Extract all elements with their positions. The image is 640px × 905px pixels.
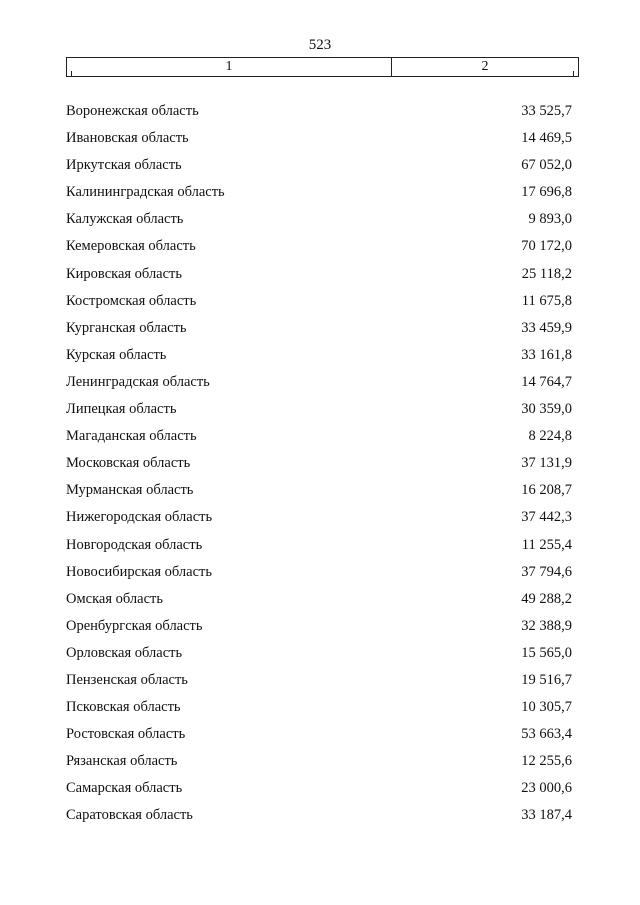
- region-name: Псковская область: [66, 699, 181, 716]
- region-value: 37 442,3: [521, 509, 572, 526]
- region-value: 37 794,6: [521, 563, 572, 580]
- region-name: Ростовская область: [66, 726, 186, 743]
- region-name: Саратовская область: [66, 807, 193, 824]
- table-row: [66, 152, 572, 179]
- region-name: Кемеровская область: [66, 238, 196, 255]
- table-row: [66, 342, 572, 369]
- region-name: Оренбургская область: [66, 617, 203, 634]
- table-row: [66, 315, 572, 342]
- column-header-row: [66, 57, 579, 77]
- table-row: [66, 450, 572, 477]
- table-row: [66, 775, 572, 802]
- region-value: 9 893,0: [528, 211, 572, 228]
- region-value: 70 172,0: [521, 238, 572, 255]
- region-value: 14 764,7: [521, 373, 572, 390]
- region-name: Самарская область: [66, 780, 183, 797]
- table-row: [66, 125, 572, 152]
- table-row: [66, 98, 572, 125]
- region-value: 30 359,0: [521, 401, 572, 418]
- region-value: 53 663,4: [521, 726, 572, 743]
- page-number: 523: [308, 37, 332, 53]
- table-row: [66, 477, 572, 504]
- region-name: Пензенская область: [66, 671, 188, 688]
- table-row: [66, 504, 572, 531]
- region-value: 25 118,2: [521, 265, 572, 282]
- region-name: Курская область: [66, 346, 167, 363]
- region-value: 15 565,0: [521, 644, 572, 661]
- column-header-2-label: 2: [481, 59, 489, 74]
- column-header-2: [392, 58, 578, 76]
- region-name: Калужская область: [66, 211, 184, 228]
- region-value: 14 469,5: [521, 130, 572, 147]
- region-value: 11 675,8: [521, 292, 572, 309]
- region-name: Иркутская область: [66, 157, 182, 174]
- region-name: Новгородская область: [66, 536, 203, 553]
- region-value: 23 000,6: [521, 780, 572, 797]
- table-row: [66, 640, 572, 667]
- table-row: [66, 396, 572, 423]
- table-row: [66, 667, 572, 694]
- table-row: [66, 206, 572, 233]
- region-name: Нижегородская область: [66, 509, 213, 526]
- region-name: Курганская область: [66, 319, 187, 336]
- region-value: 33 161,8: [521, 346, 572, 363]
- table-row: [66, 694, 572, 721]
- region-name: Кировская область: [66, 265, 183, 282]
- region-value: 67 052,0: [521, 157, 572, 174]
- region-name: Костромская область: [66, 292, 197, 309]
- region-value: 33 459,9: [521, 319, 572, 336]
- region-name: Магаданская область: [66, 428, 197, 445]
- region-name: Рязанская область: [66, 753, 178, 770]
- region-value: 16 208,7: [521, 482, 572, 499]
- region-value: 33 187,4: [521, 807, 572, 824]
- region-name: Мурманская область: [66, 482, 194, 499]
- table-row: [66, 369, 572, 396]
- table-row: [66, 559, 572, 586]
- region-name: Липецкая область: [66, 401, 177, 418]
- table-row: [66, 532, 572, 559]
- table-row: [66, 423, 572, 450]
- column-header-1-label: 1: [225, 59, 233, 74]
- table-row: [66, 613, 572, 640]
- region-name: Ивановская область: [66, 130, 189, 147]
- region-value: 17 696,8: [521, 184, 572, 201]
- region-value: 33 525,7: [521, 103, 572, 119]
- region-name: Калининградская область: [66, 184, 225, 201]
- region-name: Воронежская область: [66, 103, 199, 119]
- table-row: [66, 802, 572, 829]
- region-value: 37 131,9: [521, 455, 572, 472]
- region-name: Новосибирская область: [66, 563, 212, 580]
- region-name: Московская область: [66, 455, 191, 472]
- region-value: 32 388,9: [521, 617, 572, 634]
- table-row: [66, 179, 572, 206]
- column-header-1: [67, 58, 392, 76]
- region-value: 49 288,2: [521, 590, 572, 607]
- region-name: Ленинградская область: [66, 373, 210, 390]
- region-value: 8 224,8: [528, 428, 572, 445]
- table-row: [66, 233, 572, 260]
- region-value: 10 305,7: [521, 699, 572, 716]
- region-value: 19 516,7: [521, 671, 572, 688]
- region-value: 12 255,6: [521, 753, 572, 770]
- table-row: [66, 748, 572, 775]
- region-name: Орловская область: [66, 644, 183, 661]
- region-table: [66, 98, 572, 830]
- table-row: [66, 721, 572, 748]
- region-value: 11 255,4: [521, 536, 572, 553]
- header-tick-left: [71, 71, 72, 76]
- header-tick-right: [573, 71, 574, 76]
- table-row: [66, 586, 572, 613]
- region-name: Омская область: [66, 590, 163, 607]
- table-row: [66, 288, 572, 315]
- table-row: [66, 261, 572, 288]
